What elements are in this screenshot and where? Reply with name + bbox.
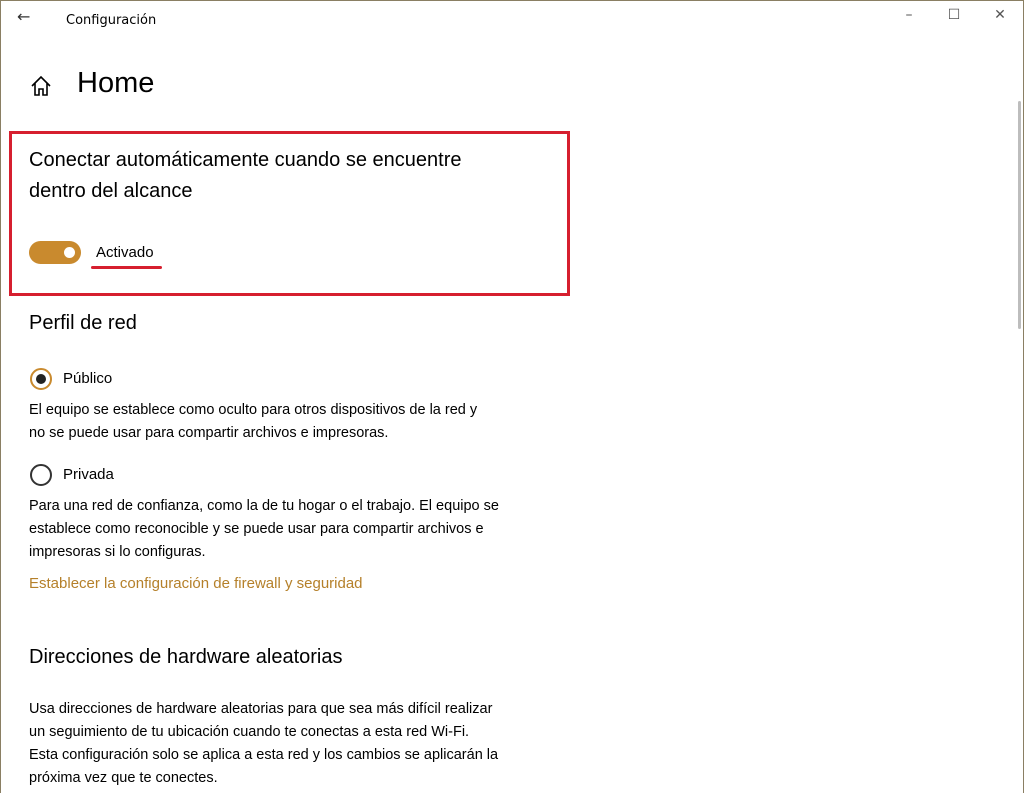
firewall-settings-link[interactable]: Establecer la configuración de firewall y seguridad — [29, 575, 363, 592]
auto-connect-heading — [29, 145, 462, 207]
scrollbar[interactable] — [1018, 101, 1021, 329]
text-line: establece como reconocible y se puede usar para compartir archivos e — [29, 521, 484, 537]
text-line: Esta configuración solo se aplica a esta red y los cambios se aplicarán la — [29, 747, 499, 763]
auto-connect-toggle[interactable] — [29, 241, 81, 264]
random-hw-heading: Direcciones de hardware aleatorias — [29, 646, 343, 668]
public-radio[interactable] — [30, 368, 52, 390]
text-line: un seguimiento de tu ubicación cuando te conectas a esta red Wi-Fi. — [29, 724, 470, 740]
public-radio-label[interactable]: Público — [63, 370, 113, 387]
home-icon[interactable] — [30, 75, 52, 97]
private-description — [29, 495, 569, 564]
back-button[interactable]: ← — [17, 7, 31, 26]
minimize-button[interactable]: – — [905, 7, 913, 23]
random-hw-description — [29, 698, 569, 790]
toggle-state-label: Activado — [96, 244, 154, 261]
text-line: impresoras si lo configuras. — [29, 544, 206, 560]
private-radio[interactable] — [30, 464, 52, 486]
text-line: Usa direcciones de hardware aleatorias para que sea más difícil realizar — [29, 701, 493, 717]
text-line: Para una red de confianza, como la de tu hogar o el trabajo. El equipo se — [29, 498, 499, 514]
public-description — [29, 399, 569, 445]
text-line: El equipo se establece como oculto para otros dispositivos de la red y — [29, 402, 478, 418]
private-radio-label[interactable]: Privada — [63, 466, 114, 483]
text-line: no se puede usar para compartir archivos e impresoras. — [29, 425, 389, 441]
underline-annotation — [91, 266, 162, 269]
page-title: Home — [77, 67, 155, 99]
window-title: Configuración — [66, 13, 157, 28]
heading-line: Conectar automáticamente cuando se encuentre — [29, 149, 462, 171]
heading-line: dentro del alcance — [29, 180, 193, 202]
network-profile-heading: Perfil de red — [29, 312, 137, 334]
maximize-button[interactable]: ☐ — [947, 7, 961, 23]
close-button[interactable]: ✕ — [994, 7, 1006, 23]
text-line: próxima vez que te conectes. — [29, 770, 218, 786]
